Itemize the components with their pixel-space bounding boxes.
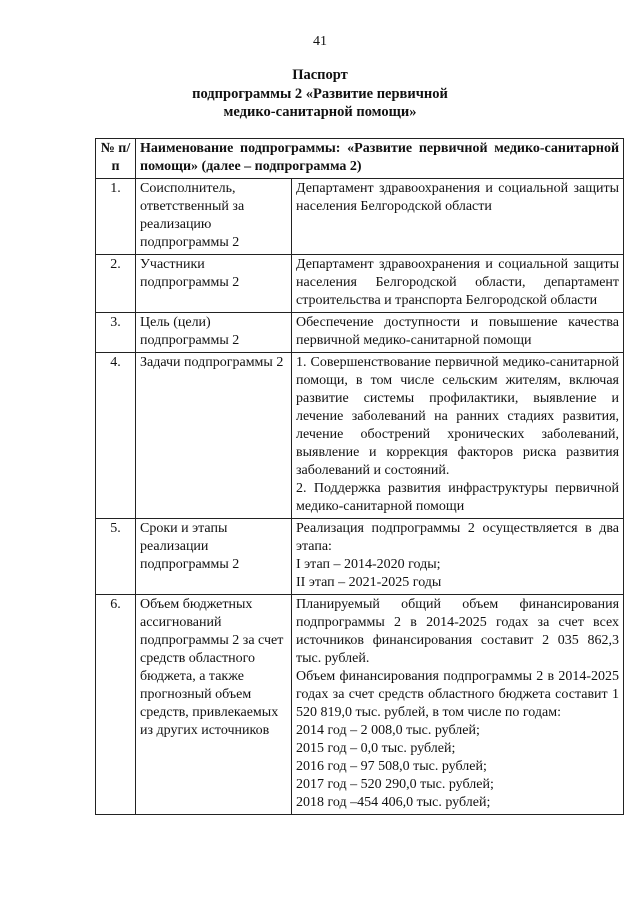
title-line-2: подпрограммы 2 «Развитие первичной: [192, 85, 448, 102]
value-paragraph: 1. Совершенствование первичной медико-санитарной помощи, в том числе сельским жителям, включая развитие системы профилактики, выявление и лечение заболеваний на ранних стадиях развития, лечение обострений хронических заболеваний, выявление и коррекция факторов риска развития заболеваний и состояний.: [296, 355, 620, 478]
value-paragraph: Обеспечение доступности и повышение качества первичной медико-санитарной помощи: [296, 315, 620, 348]
value-paragraph: Департамент здравоохранения и социальной защиты населения Белгородской области, департамент строительства и транспорта Белгородской области: [296, 257, 620, 308]
row-number-cell: 6.: [96, 595, 136, 815]
passport-table: [95, 138, 624, 815]
row-value-cell: [292, 519, 624, 595]
row-value-cell: [292, 255, 624, 313]
table-row: [96, 313, 624, 353]
header-number-cell: № п/п: [96, 139, 136, 179]
value-paragraph: 2017 год – 520 290,0 тыс. рублей;: [296, 777, 494, 792]
table-row: [96, 519, 624, 595]
row-name-cell: Объем бюджетных ассигнований подпрограммы 2 за счет средств областного бюджета, а также прогнозный объем средств, привлекаемых из других источников: [136, 595, 292, 815]
value-paragraph: Объем финансирования подпрограммы 2 в 2014-2025 годах за счет средств областного бюджета составит 1 520 819,0 тыс. рублей, в том числе по годам:: [296, 669, 620, 720]
row-value-cell: [292, 353, 624, 519]
value-paragraph: 2015 год – 0,0 тыс. рублей;: [296, 741, 456, 756]
table-row: [96, 255, 624, 313]
title-line-1: Паспорт: [292, 67, 348, 83]
value-paragraph: Реализация подпрограммы 2 осуществляется в два этапа:: [296, 521, 620, 554]
table-header-row: [96, 139, 624, 179]
value-paragraph: Департамент здравоохранения и социальной защиты населения Белгородской области: [296, 181, 620, 214]
row-number-cell: 3.: [96, 313, 136, 353]
value-paragraph: 2. Поддержка развития инфраструктуры первичной медико-санитарной помощи: [296, 481, 620, 514]
row-name-cell: Сроки и этапы реализации подпрограммы 2: [136, 519, 292, 595]
row-value-cell: [292, 595, 624, 815]
value-paragraph: Планируемый общий объем финансирования подпрограммы 2 в 2014-2025 годах за счет всех источников финансирования составит 2 035 862,3 тыс. рублей.: [296, 597, 620, 666]
row-value-cell: [292, 313, 624, 353]
row-value-cell: [292, 179, 624, 255]
page-number: 41: [313, 34, 327, 49]
row-number-cell: 4.: [96, 353, 136, 519]
table-row: [96, 353, 624, 519]
row-number-cell: 2.: [96, 255, 136, 313]
table-row: [96, 179, 624, 255]
row-name-cell: Цель (цели) подпрограммы 2: [136, 313, 292, 353]
value-paragraph: 2016 год – 97 508,0 тыс. рублей;: [296, 759, 487, 774]
title-line-3: медико-санитарной помощи»: [223, 104, 417, 120]
row-name-cell: Соисполнитель, ответственный за реализацию подпрограммы 2: [136, 179, 292, 255]
row-name-cell: Участники подпрограммы 2: [136, 255, 292, 313]
value-paragraph: I этап – 2014-2020 годы;: [296, 557, 441, 572]
table-row: [96, 595, 624, 815]
row-number-cell: 1.: [96, 179, 136, 255]
value-paragraph: 2018 год –454 406,0 тыс. рублей;: [296, 795, 491, 810]
document-title: [0, 66, 640, 122]
header-title-cell: Наименование подпрограммы: «Развитие первичной медико-санитарной помощи» (далее – подпрограмма 2): [136, 139, 624, 179]
value-paragraph: 2014 год – 2 008,0 тыс. рублей;: [296, 723, 480, 738]
value-paragraph: II этап – 2021-2025 годы: [296, 575, 442, 590]
row-name-cell: Задачи подпрограммы 2: [136, 353, 292, 519]
row-number-cell: 5.: [96, 519, 136, 595]
